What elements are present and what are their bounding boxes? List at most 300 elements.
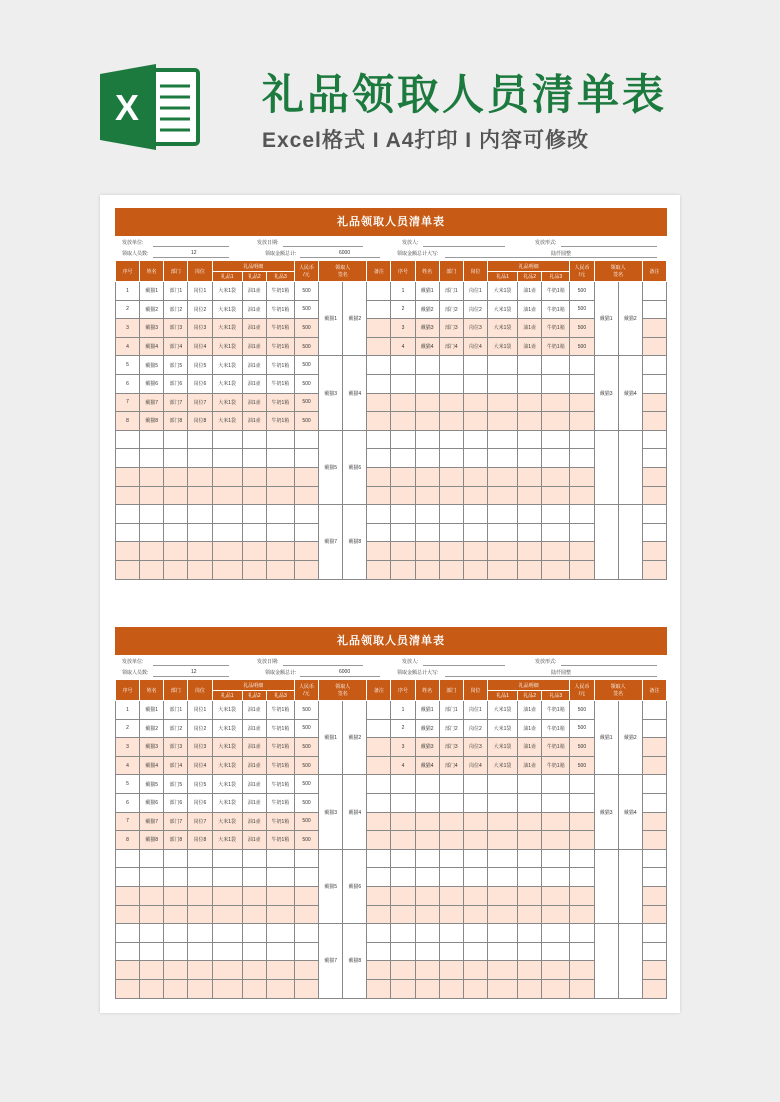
cell-remark [367,542,391,561]
cell-empty [487,942,517,961]
cell-empty [242,905,266,924]
cell-empty [463,393,487,412]
cell-amount: 500 [294,412,318,431]
cell-gift1: 大米1袋 [487,701,517,720]
cell-empty [188,486,212,505]
cell-empty [570,868,594,887]
cell-remark [367,486,391,505]
sign-cell: 戴猫4 [618,775,642,849]
cell-empty [487,868,517,887]
cell-empty [415,374,439,393]
table-row [116,701,667,720]
cell-empty [116,942,140,961]
cell-post: 岗位5 [188,356,212,375]
cell-name: 戴猫3 [415,738,439,757]
cell-empty [266,886,294,905]
cell-dept: 部门1 [164,282,188,301]
cell-empty [116,542,140,561]
cell-empty [242,523,266,542]
cell-empty [116,979,140,998]
cell-gift2: 油1壶 [242,300,266,319]
cell-post: 岗位6 [188,374,212,393]
cell-empty [294,430,318,449]
cell-empty [463,831,487,850]
cell-remark [642,356,666,375]
cell-amount: 500 [570,319,594,338]
cell-amount: 500 [570,719,594,738]
col-gift3: 礼品3 [266,691,294,701]
cell-empty [570,793,594,812]
form-label: 发放形式: [535,240,557,246]
cell-remark [642,849,666,868]
cell-remark [367,868,391,887]
cell-empty [391,356,415,375]
table-row [116,738,667,757]
cell-gift1: 大米1袋 [212,738,242,757]
col-gift-detail: 礼品明细 [212,680,294,691]
cell-amount: 500 [570,300,594,319]
cell-post: 岗位6 [188,793,212,812]
cell-empty [439,356,463,375]
cell-empty [415,467,439,486]
cell-empty [188,905,212,924]
cell-dept: 部门6 [164,793,188,812]
cell-empty [116,924,140,943]
cell-empty [487,905,517,924]
cell-gift2: 油1壶 [242,356,266,375]
cell-remark [367,356,391,375]
date-label: 发放日期: [257,659,279,665]
cell-empty [140,924,164,943]
cell-amount: 500 [570,756,594,775]
cell-empty [266,961,294,980]
cell-dept: 部门7 [164,812,188,831]
cell-remark [642,449,666,468]
cell-empty [518,505,542,524]
cell-remark [367,738,391,757]
sign-cell: 戴猫2 [343,701,367,775]
col-rmb-text: 人民币 [574,684,590,690]
cell-amount: 500 [294,793,318,812]
cell-remark [367,886,391,905]
cell-remark [367,905,391,924]
cell-empty [140,905,164,924]
cell-empty [266,905,294,924]
cell-empty [439,430,463,449]
cell-empty [391,412,415,431]
cell-remark [642,701,666,720]
cell-empty [164,467,188,486]
cell-gift1: 大米1袋 [487,300,517,319]
cell-amount: 500 [570,282,594,301]
cell-remark [367,775,391,794]
distributor-label: 发放人: [402,659,419,665]
cell-remark [367,924,391,943]
excel-icon [100,64,200,150]
cell-empty [266,942,294,961]
cell-empty [116,905,140,924]
cell-amount: 500 [570,738,594,757]
cell-empty [116,849,140,868]
cell-empty [463,942,487,961]
cell-empty [188,868,212,887]
cell-empty [415,961,439,980]
cell-name: 戴猫5 [140,356,164,375]
cell-gift1: 大米1袋 [212,701,242,720]
cell-seq: 1 [116,701,140,720]
cell-empty [212,905,242,924]
cell-empty [439,449,463,468]
cell-empty [542,430,570,449]
cell-gift3: 牛奶1箱 [542,300,570,319]
cell-empty [487,812,517,831]
col-rmb [570,680,594,701]
cell-seq: 3 [391,738,415,757]
cell-empty [212,886,242,905]
cell-seq: 2 [391,300,415,319]
cell-seq: 2 [391,719,415,738]
cell-dept: 部门5 [164,356,188,375]
cell-empty [570,849,594,868]
cell-empty [487,523,517,542]
cell-empty [439,831,463,850]
cell-dept: 部门1 [439,282,463,301]
cell-empty [570,542,594,561]
upper-line [445,676,657,677]
cell-gift2: 油1壶 [518,319,542,338]
cell-seq: 5 [116,356,140,375]
cell-empty [391,560,415,579]
cell-empty [463,412,487,431]
cell-empty [463,886,487,905]
cell-empty [242,560,266,579]
cell-remark [367,523,391,542]
cell-dept: 部门2 [439,300,463,319]
cell-empty [415,868,439,887]
col-gift2: 礼品2 [242,272,266,282]
cell-remark [642,942,666,961]
cell-empty [415,542,439,561]
cell-gift2: 油1壶 [242,337,266,356]
cell-empty [391,924,415,943]
cell-remark [642,467,666,486]
cell-empty [439,393,463,412]
cell-empty [518,374,542,393]
cell-gift2: 油1壶 [518,738,542,757]
cell-name: 戴猫7 [140,812,164,831]
sheet-block-2 [115,627,667,999]
table-row [116,467,667,486]
cell-empty [415,412,439,431]
cell-name: 戴猫4 [415,756,439,775]
cell-gift2: 油1壶 [518,282,542,301]
cell-empty [212,849,242,868]
cell-gift3: 牛奶1箱 [542,701,570,720]
cell-empty [463,356,487,375]
cell-seq: 3 [391,319,415,338]
cell-empty [487,430,517,449]
cell-remark [642,412,666,431]
cell-empty [188,886,212,905]
cell-remark [367,812,391,831]
cell-remark [642,300,666,319]
cell-empty [415,849,439,868]
cell-empty [570,924,594,943]
cell-empty [570,523,594,542]
col-remark: 备注 [642,261,666,282]
cell-remark [642,831,666,850]
cell-empty [463,430,487,449]
cell-empty [518,356,542,375]
cell-empty [164,868,188,887]
cell-empty [415,942,439,961]
cell-empty [439,775,463,794]
cell-name: 戴猫2 [415,719,439,738]
cell-gift1: 大米1袋 [487,319,517,338]
cell-empty [487,560,517,579]
cell-remark [642,924,666,943]
date-label: 发放日期: [257,240,279,246]
table-row [116,356,667,375]
cell-remark [642,979,666,998]
cell-empty [116,560,140,579]
cell-gift2: 油1壶 [242,282,266,301]
cell-remark [367,393,391,412]
cell-empty [391,793,415,812]
table-row [116,300,667,319]
col-gift2: 礼品2 [242,691,266,701]
cell-empty [140,523,164,542]
count-value: 12 [191,250,197,256]
cell-dept: 部门8 [164,412,188,431]
col-gift1: 礼品1 [487,691,517,701]
cell-empty [415,560,439,579]
cell-remark [642,961,666,980]
cell-name: 戴猫8 [140,831,164,850]
cell-empty [463,979,487,998]
sign-cell: 戴猫2 [618,701,642,775]
cell-empty [463,924,487,943]
cell-dept: 部门3 [439,738,463,757]
table-row [116,961,667,980]
col-receiver-text: 领取人 [335,265,351,271]
cell-empty [391,449,415,468]
cell-amount: 500 [294,393,318,412]
cell-empty [439,412,463,431]
cell-remark [367,300,391,319]
cell-empty [518,486,542,505]
cell-gift2: 油1壶 [518,756,542,775]
col-name: 姓名 [415,680,439,701]
col-rmb-unit: /元 [303,691,310,697]
cell-empty [542,560,570,579]
col-gift1: 礼品1 [487,272,517,282]
cell-seq: 7 [116,812,140,831]
col-post: 岗位 [463,680,487,701]
cell-remark [642,868,666,887]
cell-post: 岗位3 [188,738,212,757]
cell-empty [212,467,242,486]
cell-empty [542,961,570,980]
cell-empty [570,505,594,524]
col-post: 岗位 [463,261,487,282]
cell-empty [164,905,188,924]
cell-empty [391,393,415,412]
cell-post: 岗位1 [463,282,487,301]
cell-remark [642,486,666,505]
table-row [116,756,667,775]
cell-gift1: 大米1袋 [212,719,242,738]
cell-empty [542,356,570,375]
cell-post: 岗位1 [463,701,487,720]
cell-empty [542,775,570,794]
table-row [116,393,667,412]
cell-empty [188,467,212,486]
cell-name: 戴猫3 [415,319,439,338]
cell-empty [463,793,487,812]
cell-empty [518,393,542,412]
cell-gift3: 牛奶1箱 [266,701,294,720]
cell-empty [164,942,188,961]
cell-gift1: 大米1袋 [212,393,242,412]
cell-empty [242,961,266,980]
sign-cell [594,924,618,998]
cell-empty [140,942,164,961]
cell-seq: 4 [391,337,415,356]
total-line [300,676,380,677]
sign-cell [618,505,642,579]
total-label: 领取金额总计: [265,670,297,676]
cell-empty [518,979,542,998]
col-gift-detail: 礼品明细 [487,680,569,691]
col-gift-detail: 礼品明细 [212,261,294,272]
cell-empty [294,961,318,980]
cell-empty [188,979,212,998]
sign-cell: 戴猫1 [319,701,343,775]
sign-cell: 戴猫2 [618,282,642,356]
cell-remark [367,701,391,720]
cell-empty [116,523,140,542]
excel-icon-letter: X [114,87,140,128]
cell-empty [439,374,463,393]
cell-empty [570,905,594,924]
cell-empty [164,924,188,943]
col-gift-detail: 礼品明细 [487,261,569,272]
cell-empty [294,849,318,868]
cell-dept: 部门5 [164,775,188,794]
table-row [116,812,667,831]
cell-empty [542,886,570,905]
cell-dept: 部门6 [164,374,188,393]
cell-dept: 部门3 [439,319,463,338]
table-row [116,523,667,542]
cell-empty [542,505,570,524]
cell-gift1: 大米1袋 [212,300,242,319]
col-rmb-unit: /元 [303,272,310,278]
cell-empty [415,523,439,542]
cell-empty [266,849,294,868]
cell-seq: 4 [116,337,140,356]
cell-name: 戴猫4 [140,756,164,775]
cell-empty [140,868,164,887]
cell-empty [294,979,318,998]
cell-empty [294,505,318,524]
cell-remark [367,849,391,868]
cell-empty [415,793,439,812]
upper-label: 领取金额总计大写: [397,251,439,257]
gift-table [115,260,667,580]
cell-gift1: 大米1袋 [487,756,517,775]
cell-empty [487,542,517,561]
cell-empty [212,560,242,579]
cell-empty [439,467,463,486]
cell-empty [518,849,542,868]
cell-empty [188,505,212,524]
col-dept: 部门 [439,261,463,282]
cell-empty [570,560,594,579]
cell-amount: 500 [570,337,594,356]
cell-gift2: 油1壶 [518,701,542,720]
cell-empty [463,812,487,831]
cell-empty [570,356,594,375]
cell-name: 戴猫2 [140,719,164,738]
col-receiver [594,261,642,282]
sign-cell: 戴猫7 [319,505,343,579]
cell-empty [439,523,463,542]
cell-empty [188,449,212,468]
cell-empty [140,449,164,468]
cell-amount: 500 [294,812,318,831]
cell-empty [116,886,140,905]
cell-empty [439,886,463,905]
cell-empty [463,467,487,486]
cell-empty [570,886,594,905]
table-row [116,430,667,449]
cell-empty [415,831,439,850]
form-line [561,246,657,247]
form-label: 发放形式: [535,659,557,665]
col-post: 岗位 [188,261,212,282]
cell-name: 戴猫1 [140,282,164,301]
cell-seq: 6 [116,374,140,393]
cell-name: 戴猫1 [415,282,439,301]
cell-seq: 5 [116,775,140,794]
table-row [116,849,667,868]
cell-empty [164,560,188,579]
cell-seq: 2 [116,719,140,738]
cell-empty [242,886,266,905]
cell-empty [164,486,188,505]
cell-empty [542,486,570,505]
col-remark: 备注 [367,680,391,701]
cell-dept: 部门4 [164,337,188,356]
cell-remark [367,449,391,468]
cell-post: 岗位4 [463,337,487,356]
cell-empty [164,523,188,542]
cell-empty [518,886,542,905]
cell-gift1: 大米1袋 [487,719,517,738]
cell-name: 戴猫8 [140,412,164,431]
cell-empty [116,467,140,486]
cell-dept: 部门4 [439,337,463,356]
cell-dept: 部门7 [164,393,188,412]
cell-empty [487,356,517,375]
cell-dept: 部门4 [439,756,463,775]
cell-gift1: 大米1袋 [487,282,517,301]
date-line [283,246,363,247]
col-gift1: 礼品1 [212,691,242,701]
cell-empty [487,467,517,486]
